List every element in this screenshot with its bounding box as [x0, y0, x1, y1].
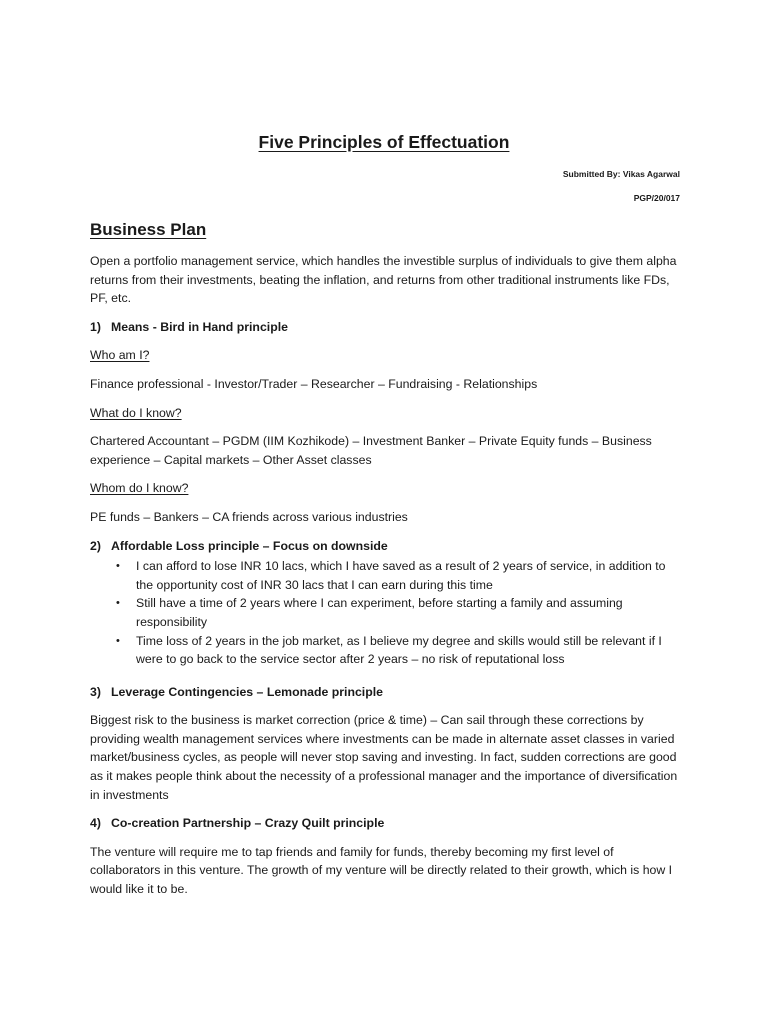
answer-what-do-i-know: Chartered Accountant – PGDM (IIM Kozhikode) – Investment Banker – Private Equity funds – Business experience – Capital markets – Other Asset classes — [90, 434, 652, 467]
list-item-text: I can afford to lose INR 10 lacs, which I have saved as a result of 2 years of service, in addition to the opportunity cost of INR 30 lacs that I can earn during this time — [136, 559, 666, 592]
principle-number: 2) — [90, 538, 101, 553]
question-who-am-i: Who am I? — [90, 348, 150, 363]
list-item — [90, 632, 682, 669]
affordable-loss-list — [90, 557, 682, 669]
document-body — [90, 218, 682, 909]
intro-paragraph: Open a portfolio management service, which handles the investible surplus of individuals to give them alpha returns from their investments, beating the inflation, and returns from other traditional instruments like FDs, PF, etc. — [90, 254, 677, 306]
bullet-icon: • — [116, 634, 120, 647]
submitted-by: Submitted By: Vikas Agarwal — [562, 169, 680, 179]
principle-heading-3 — [90, 683, 682, 702]
principle-number: 4) — [90, 816, 101, 831]
principle-heading-1 — [90, 318, 682, 337]
student-code: PGP/20/017 — [633, 193, 680, 203]
document-title: Five Principles of Effectuation — [258, 132, 510, 152]
principle-title: Leverage Contingencies – Lemonade principle — [111, 684, 383, 699]
answer-who-am-i: Finance professional - Investor/Trader – Researcher – Fundraising - Relationships — [90, 376, 538, 391]
principle-title: Co-creation Partnership – Crazy Quilt principle — [111, 816, 385, 831]
principle-heading-4 — [90, 814, 682, 833]
bullet-icon: • — [116, 597, 120, 610]
leverage-contingencies-paragraph: Biggest risk to the business is market correction (price & time) – Can sail through these corrections by providing wealth management services where investments can be made in alternate asset classes in varied market/business cycles, as people will never stop saving and investing. In fact, sudden corrections are good as it makes people think about the necessity of a professional manager and the importance of diversification in investments — [90, 713, 678, 802]
principle-title: Affordable Loss principle – Focus on downside — [111, 538, 388, 553]
section-heading: Business Plan — [90, 220, 207, 239]
list-item — [90, 557, 682, 594]
co-creation-paragraph: The venture will require me to tap friends and family for funds, thereby becoming my first level of collaborators in this venture. The growth of my venture will be directly related to their growth, which is how I would like it to be. — [90, 844, 673, 897]
principle-title: Means - Bird in Hand principle — [111, 319, 288, 334]
principle-number: 1) — [90, 319, 101, 334]
list-item-text: Still have a time of 2 years where I can experiment, before starting a family and assuming responsibility — [136, 596, 623, 629]
answer-whom-do-i-know: PE funds – Bankers – CA friends across various industries — [90, 509, 408, 524]
principle-number: 3) — [90, 684, 101, 699]
question-what-do-i-know: What do I know? — [90, 405, 182, 420]
list-item-text: Time loss of 2 years in the job market, as I believe my degree and skills would still be relevant if I were to go back to the service sector after 2 years – no risk of reputational loss — [136, 633, 662, 667]
list-item — [90, 594, 682, 631]
principle-heading-2 — [90, 537, 682, 556]
question-whom-do-i-know: Whom do I know? — [90, 481, 189, 496]
bullet-icon: • — [116, 560, 120, 573]
